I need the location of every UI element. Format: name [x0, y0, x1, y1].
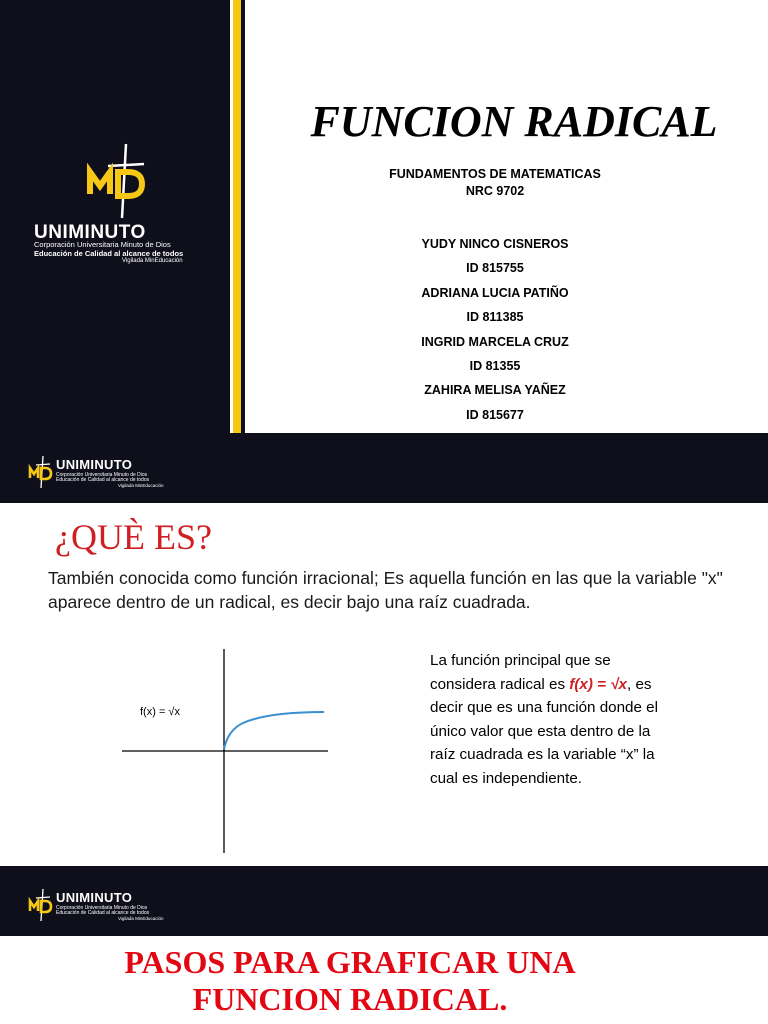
logo-line2: Educación de Calidad al alcance de todos — [34, 249, 184, 258]
logo-name: UNIMINUTO — [56, 457, 133, 472]
section-heading: ¿QUÈ ES? — [55, 517, 212, 557]
md-logo-icon — [28, 455, 54, 489]
logo-line1: Corporación Universitaria Minuto de Dios — [56, 905, 148, 911]
sqrt-curve — [224, 712, 324, 749]
author-name: YUDY NINCO CISNEROS — [421, 237, 569, 251]
uniminuto-logo-small — [28, 455, 188, 491]
steps-title-line1: PASOS PARA GRAFICAR UNA — [124, 944, 576, 980]
md-logo-icon — [86, 142, 156, 220]
uniminuto-logo — [34, 142, 204, 267]
logo-line3: Vigilada MinEducación — [122, 258, 183, 264]
uniminuto-logo-small — [28, 888, 188, 924]
divider-dark — [241, 0, 245, 433]
authors-list — [380, 232, 610, 427]
author-id: ID 815677 — [466, 407, 524, 422]
graph-label: f(x) = √x — [140, 706, 180, 718]
author-name: ADRIANA LUCIA PATIÑO — [421, 285, 569, 300]
formula-highlight: f(x) = √x — [569, 675, 628, 693]
author-name: ZAHIRA MELISA YAÑEZ — [424, 383, 566, 398]
dark-side-panel — [0, 0, 230, 433]
logo-line2: Educación de Calidad al alcance de todos — [56, 910, 150, 916]
logo-name: UNIMINUTO — [56, 890, 133, 905]
author-id: ID 811385 — [466, 310, 524, 325]
sqrt-function-graph — [118, 645, 334, 857]
title-slide — [0, 0, 768, 433]
steps-title-line2: FUNCION RADICAL. — [192, 981, 508, 1017]
logo-name: UNIMINUTO — [34, 222, 146, 243]
slide-header-band — [0, 866, 768, 936]
subject-name: FUNDAMENTOS DE MATEMATICAS — [389, 167, 601, 181]
author-id: ID 81355 — [469, 359, 521, 374]
slide-header-band — [0, 433, 768, 503]
explanation-end: , es decir que es una función donde el único valor que esta dentro de la raíz cuadrada es la variable “x” la cual es independiente. — [430, 675, 658, 787]
nrc-code: NRC 9702 — [465, 184, 525, 198]
md-logo-icon — [28, 888, 54, 922]
subject-block — [380, 166, 610, 200]
steps-title — [0, 944, 700, 1018]
author-name: INGRID MARCELA CRUZ — [421, 334, 569, 349]
logo-line1: Corporación Universitaria Minuto de Dios — [34, 240, 171, 249]
logo-line3: Vigilada MinEducación — [118, 916, 164, 921]
slide-title: FUNCION RADICAL — [310, 97, 718, 146]
author-id: ID 815755 — [466, 261, 524, 276]
definition-paragraph: También conocida como función irracional; Es aquella función en las que la variable "x" aparece dentro de un radical, es decir bajo una raíz cuadrada. — [48, 568, 723, 612]
logo-line3: Vigilada MinEducación — [118, 483, 164, 488]
logo-line2: Educación de Calidad al alcance de todos — [56, 477, 150, 483]
explanation-start: La función principal que se considera radical es — [430, 652, 611, 693]
explanation-text — [430, 649, 660, 790]
logo-line1: Corporación Universitaria Minuto de Dios — [56, 472, 148, 478]
divider-yellow — [233, 0, 241, 433]
